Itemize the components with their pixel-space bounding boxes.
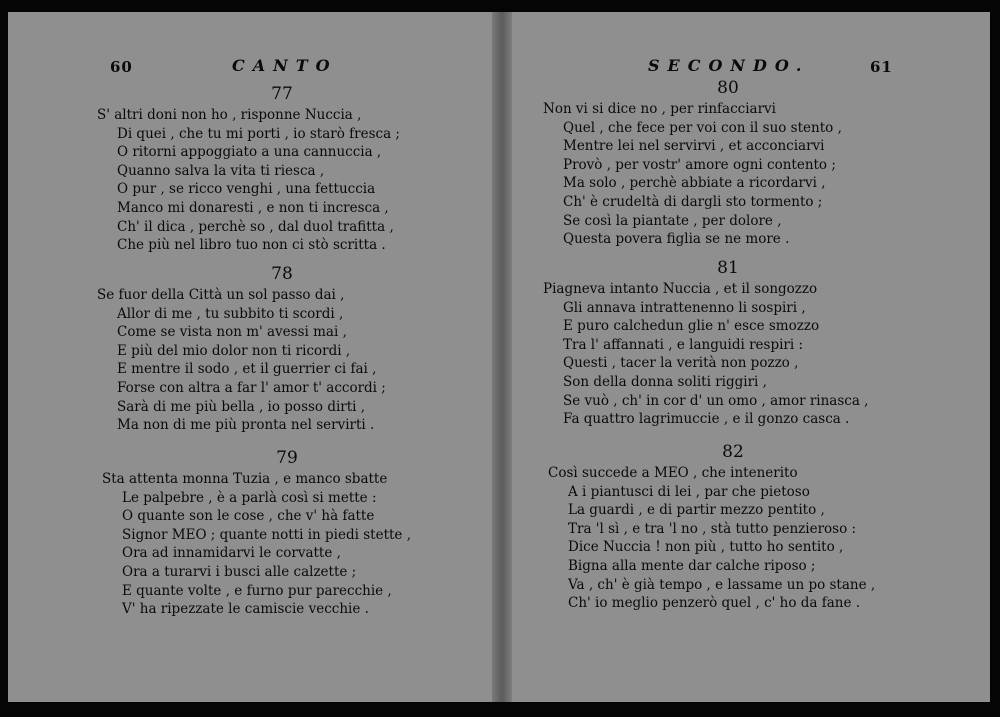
verse-line: A i piantusci di lei , par che pietoso: [568, 483, 810, 500]
verse-line: Dice Nuccia ! non più , tutto ho sentito ,: [568, 539, 844, 556]
verse-line: Son della donna soliti riggiri ,: [563, 373, 767, 390]
left-page-number: 60: [110, 58, 133, 76]
verse-line: La guardi , e di partir mezzo pentito ,: [568, 502, 825, 519]
stanza-81: [543, 258, 913, 429]
verse-line: E mentre il sodo , et il guerrier ci fai ,: [117, 361, 377, 378]
verse-line: Ch' è crudeltà di dargli sto tormento ;: [563, 193, 823, 210]
verse-line: Signor MEO ; quante notti in piedi stette ,: [122, 526, 411, 543]
verse-line: O ritorni appoggiato a una cannuccia ,: [117, 144, 382, 161]
verse-line: Se vuò , ch' in cor d' un omo , amor rinasca ,: [563, 392, 869, 409]
right-running-title: SECONDO.: [648, 56, 810, 75]
verse-line: Come se vista non m' avessi mai ,: [117, 324, 347, 341]
verse-line: Quel , che fece per voi con il suo stento ,: [563, 119, 842, 136]
verse-line: Ora a turarvi i busci alle calzette ;: [122, 563, 357, 580]
stanza-82: [548, 442, 918, 613]
stanza-80: [543, 78, 913, 249]
verse-line: Forse con altra a far l' amor t' accordi ;: [117, 379, 386, 396]
verse-line: Tra l' affannati , e languidi respiri :: [563, 336, 804, 353]
verse-line: Così succede a MEO , che intenerito: [548, 465, 798, 481]
verse-line: Manco mi donaresti , e non ti incresca ,: [117, 199, 389, 216]
left-running-title: CANTO: [232, 56, 338, 75]
stanza-number: 82: [722, 442, 744, 462]
stanza-number: 79: [276, 448, 298, 468]
verse-line: Ch' il dica , perchè so , dal duol trafitta ,: [117, 218, 394, 235]
verse-line: Ch' io meglio penzerò quel , c' ho da fane .: [568, 595, 861, 612]
stanza-79: [102, 448, 472, 619]
stanza-number: 81: [717, 258, 739, 278]
verse-line: Fa quattro lagrimuccie , e il gonzo casca .: [563, 411, 850, 428]
verse-line: Sta attenta monna Tuzia , e manco sbatte: [102, 471, 388, 487]
verse-line: E più del mio dolor non ti ricordi ,: [117, 342, 351, 359]
verse-line: Se così la piantate , per dolore ,: [563, 212, 782, 229]
verse-line: Ma solo , perchè abbiate a ricordarvi ,: [563, 175, 826, 192]
verse-line: Tra 'l sì , e tra 'l no , stà tutto penzieroso :: [568, 520, 857, 537]
verse-line: Se fuor della Città un sol passo dai ,: [97, 287, 345, 303]
verse-line: Piagneva intanto Nuccia , et il songozzo: [543, 281, 818, 297]
stanza-number: 78: [271, 264, 293, 284]
verse-line: E puro calchedun glie n' esce smozzo: [563, 318, 820, 335]
verse-line: Bigna alla mente dar calche riposo ;: [568, 557, 816, 574]
verse-line: Che più nel libro tuo non ci stò scritta .: [117, 237, 386, 254]
verse-line: Questa povera figlia se ne more .: [563, 231, 790, 248]
book-gutter: [492, 12, 512, 702]
verse-line: Di quei , che tu mi porti , io starò fresca ;: [117, 125, 400, 142]
verse-line: Provò , per vostr' amore ogni contento ;: [563, 156, 836, 173]
verse-line: Quanno salva la vita ti riesca ,: [117, 162, 325, 179]
stanza-77: [97, 84, 467, 255]
stanza-number: 80: [717, 78, 739, 98]
verse-line: Allor di me , tu subbito ti scordi ,: [117, 305, 344, 322]
verse-line: Ma non di me più pronta nel servirti .: [117, 417, 375, 434]
right-page-number: 61: [870, 58, 893, 76]
verse-line: Non vi si dice no , per rinfacciarvi: [543, 101, 776, 117]
stanza-number: 77: [271, 84, 293, 104]
verse-line: Va , ch' è già tempo , e lassame un po stane ,: [568, 576, 876, 593]
verse-line: Gli annava intrattenenno li sospiri ,: [563, 299, 806, 316]
verse-line: Ora ad innamidarvi le corvatte ,: [122, 545, 341, 562]
verse-line: V' ha ripezzate le camiscie vecchie .: [122, 601, 369, 618]
verse-line: O quante son le cose , che v' hà fatte: [122, 508, 375, 525]
verse-line: Sarà di me più bella , io posso dirti ,: [117, 398, 366, 415]
verse-line: Questi , tacer la verità non pozzo ,: [563, 355, 799, 372]
verse-line: Le palpebre , è a parlà così si mette :: [122, 489, 377, 506]
verse-line: Mentre lei nel servirvi , et acconciarvi: [563, 138, 825, 155]
stanza-78: [97, 264, 467, 435]
verse-line: E quante volte , e furno pur parecchie ,: [122, 582, 392, 599]
verse-line: S' altri doni non ho , risponne Nuccia ,: [97, 107, 362, 123]
verse-line: O pur , se ricco venghi , una fettuccia: [117, 181, 376, 198]
